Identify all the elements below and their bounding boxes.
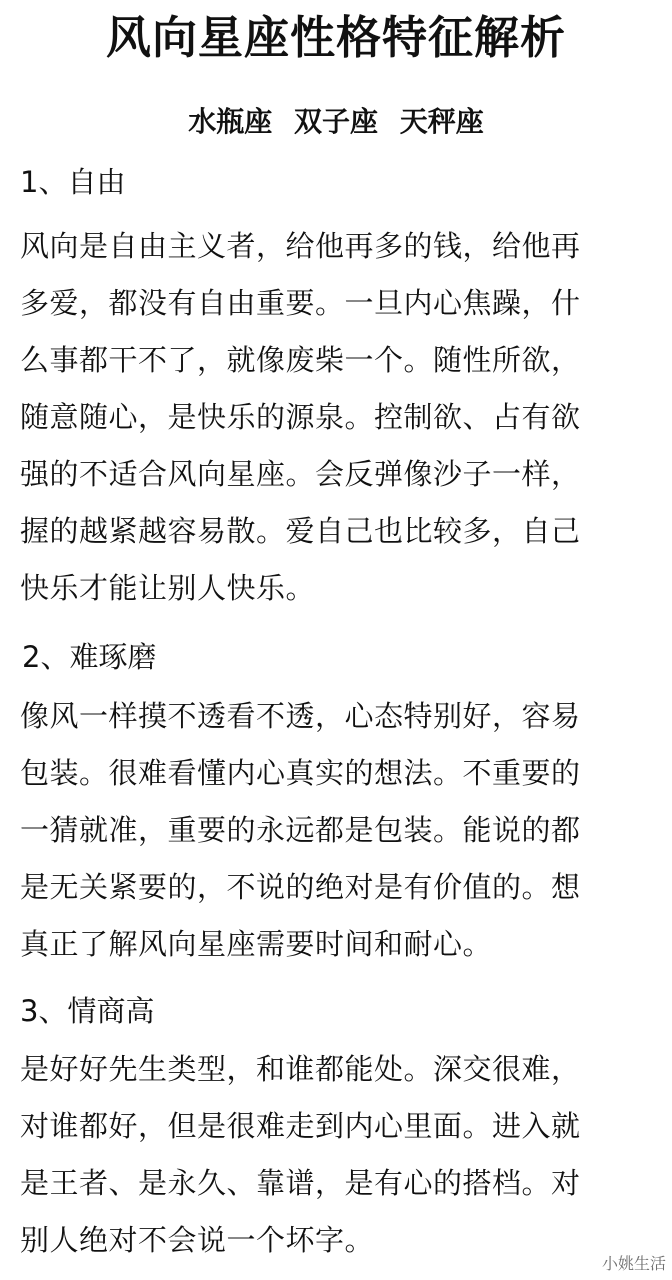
section-2-line: 像风一样摸不透看不透，心态特别好，容易 <box>20 699 581 733</box>
section-2-line: 真正了解风向星座需要时间和耐心。 <box>20 927 493 961</box>
section-3-line: 对谁都好，但是很难走到内心里面。进入就 <box>20 1109 581 1143</box>
section-3-line: 是王者、是永久、靠谱，是有心的搭档。对 <box>20 1166 581 1200</box>
section-1-line: 握的越紧越容易散。爱自己也比较多，自己 <box>20 514 581 548</box>
section-1-line: 随意随心，是快乐的源泉。控制欲、占有欲 <box>20 400 581 434</box>
section-heading-hard-to-read: 2、难琢磨 <box>22 640 157 674</box>
section-2-line: 是无关紧要的，不说的绝对是有价值的。想 <box>20 870 581 904</box>
section-1-line: 快乐才能让别人快乐。 <box>20 571 316 605</box>
section-3-line: 是好好先生类型，和谁都能处。深交很难， <box>20 1052 581 1086</box>
subtitle <box>0 102 672 142</box>
section-1-line: 多爱，都没有自由重要。一旦内心焦躁，什 <box>20 286 581 320</box>
section-heading-high-eq: 3、情商高 <box>20 994 155 1028</box>
subtitle-sign-gemini: 双子座 <box>293 105 378 138</box>
section-1-line: 么事都干不了，就像废柴一个。随性所欲， <box>20 343 581 377</box>
section-1-line: 强的不适合风向星座。会反弹像沙子一样， <box>20 457 581 491</box>
subtitle-sign-libra: 天秤座 <box>399 105 484 138</box>
section-2-line: 一猜就准，重要的永远都是包装。能说的都 <box>20 813 581 847</box>
section-2-line: 包装。很难看懂内心真实的想法。不重要的 <box>20 756 581 790</box>
section-1-line: 风向是自由主义者，给他再多的钱，给他再 <box>20 229 581 263</box>
section-3-line: 别人绝对不会说一个坏字。 <box>20 1223 375 1257</box>
watermark: 小姚生活 <box>601 1254 666 1273</box>
section-heading-freedom: 1、自由 <box>20 165 126 199</box>
subtitle-sign-aquarius: 水瓶座 <box>188 105 273 138</box>
page-title: 风向星座性格特征解析 <box>105 11 566 64</box>
